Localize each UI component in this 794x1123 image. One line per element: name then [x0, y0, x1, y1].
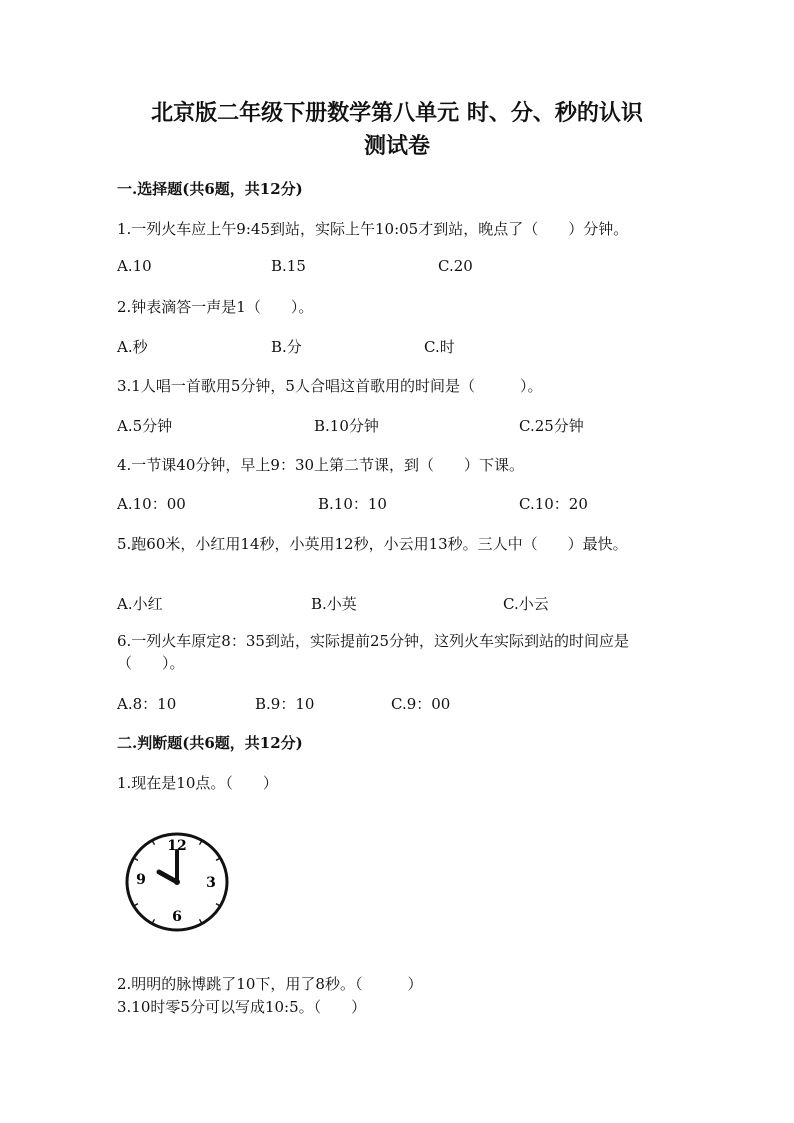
q1-option-a[interactable]: A.10 — [117, 257, 152, 275]
q5-option-b[interactable]: B.小英 — [311, 595, 357, 613]
clock-number-12: 12 — [167, 838, 187, 854]
q3-option-a[interactable]: A.5分钟 — [117, 417, 173, 435]
doc-title-line1: 北京版二年级下册数学第八单元 时、分、秒的认识 — [151, 100, 643, 126]
doc-title-line2: 测试卷 — [363, 133, 430, 159]
q6-option-b[interactable]: B.9：10 — [255, 695, 315, 713]
q3-option-c[interactable]: C.25分钟 — [519, 417, 584, 435]
question-2: 2.钟表滴答一声是1（ ）。 — [117, 298, 314, 316]
question-1: 1.一列火车应上午9:45到站，实际上午10:05才到站，晚点了（ ）分钟。 — [117, 220, 629, 238]
clock-number-3: 3 — [206, 875, 216, 891]
q5-option-c[interactable]: C.小云 — [503, 595, 549, 613]
q2-option-c[interactable]: C.时 — [424, 338, 455, 356]
judge-question-2: 2.明明的脉博跳了10下，用了8秒。（ ） — [117, 975, 423, 993]
question-6: 6.一列火车原定8：35到站，实际提前25分钟，这列火车实际到站的时间应是（ ）。 — [117, 632, 630, 672]
q2-option-a[interactable]: A.秒 — [117, 338, 148, 356]
question-3: 3.1人唱一首歌用5分钟，5人合唱这首歌用的时间是（ ）。 — [117, 377, 543, 395]
q5-option-a[interactable]: A.小红 — [117, 595, 163, 613]
question-4: 4.一节课40分钟，早上9：30上第二节课，到（ ）下课。 — [117, 456, 525, 474]
q4-option-c[interactable]: C.10：20 — [519, 495, 588, 513]
clock-number-9: 9 — [136, 872, 146, 888]
q6-option-a[interactable]: A.8：10 — [117, 695, 177, 713]
q2-option-b[interactable]: B.分 — [271, 338, 302, 356]
q4-option-a[interactable]: A.10：00 — [117, 495, 186, 513]
q1-option-c[interactable]: C.20 — [438, 257, 473, 275]
clock-face — [124, 830, 234, 934]
clock-hour-hand — [159, 872, 177, 882]
q1-option-b[interactable]: B.15 — [271, 257, 306, 275]
judge-question-1: 1.现在是10点。（ ） — [117, 774, 278, 792]
clock-center — [174, 879, 180, 885]
q6-option-c[interactable]: C.9：00 — [391, 695, 451, 713]
judge-question-3: 3.10时零5分可以写成10:5。（ ） — [117, 998, 367, 1016]
q4-option-b[interactable]: B.10：10 — [318, 495, 387, 513]
question-5: 5.跑60米，小红用14秒，小英用12秒，小云用13秒。三人中（ ）最快。 — [117, 535, 628, 553]
section2-heading: 二.判断题(共6题，共12分) — [117, 734, 303, 752]
q3-option-b[interactable]: B.10分钟 — [314, 417, 379, 435]
section1-heading: 一.选择题(共6题，共12分) — [117, 180, 303, 198]
clock-number-6: 6 — [172, 909, 182, 925]
